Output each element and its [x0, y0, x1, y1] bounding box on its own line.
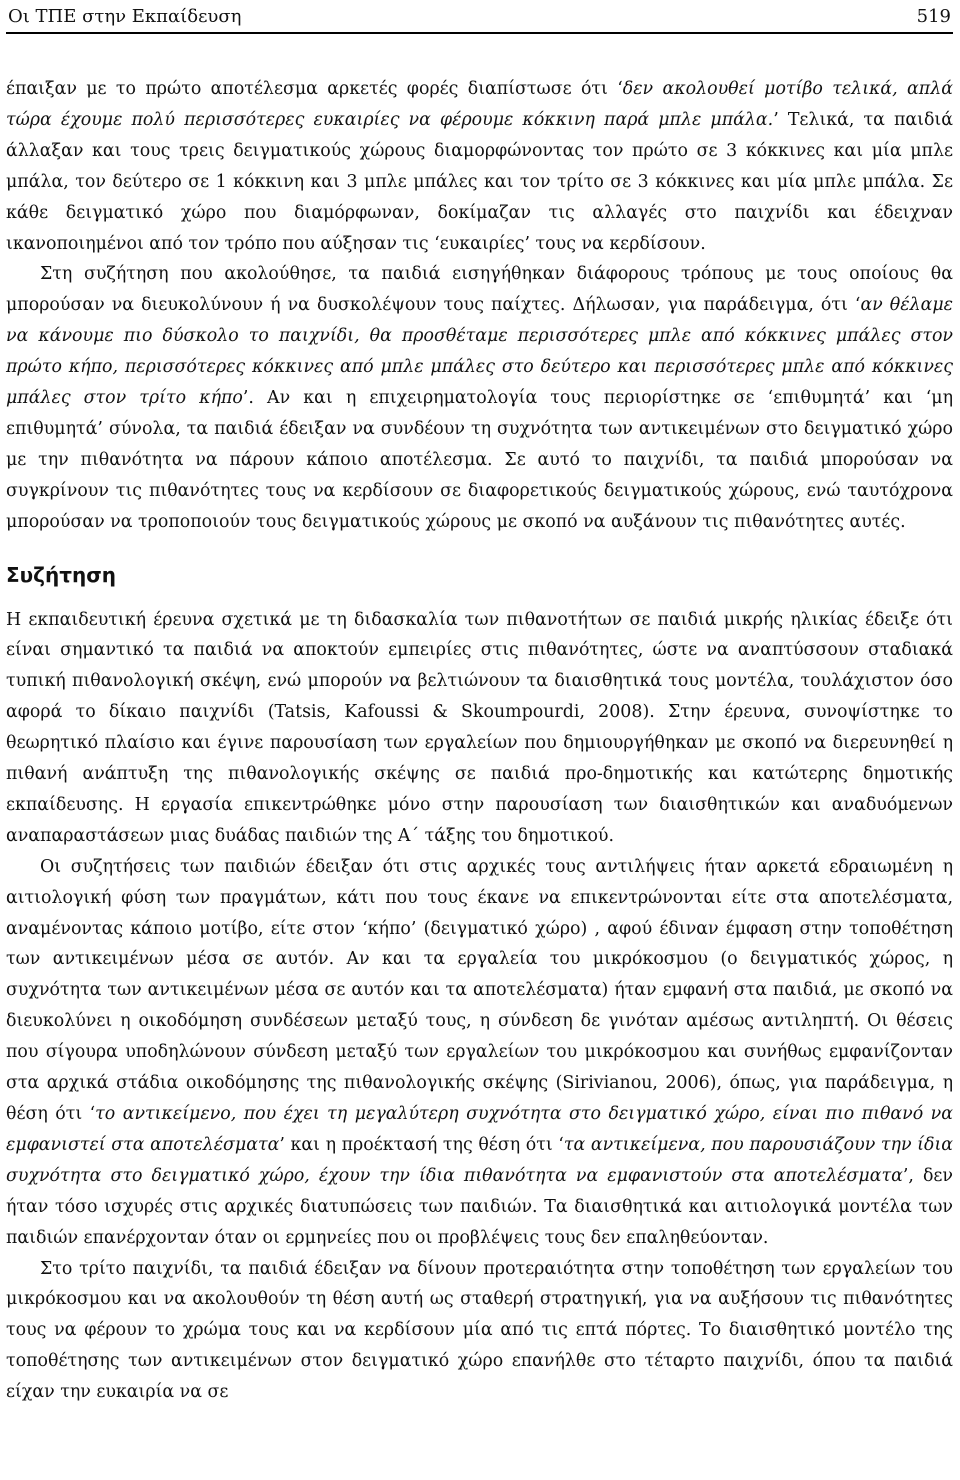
italic-quote: τα αντικείμενα, που παρουσιάζουν την ίδια συχνότητα στο δειγματικό χώρο, έχουν την ίδια πιθανότητα να εμφανιστούν στα αποτελέσματα: [6, 1134, 954, 1186]
text-run: έπαιξαν με το πρώτο αποτέλεσμα αρκετές φορές διαπίστωσε ότι ‘: [6, 79, 623, 99]
paragraph: [6, 74, 953, 259]
page-number: 519: [916, 5, 951, 27]
italic-quote: το αντικείμενο, που έχει τη μεγαλύτερη συχνότητα στο δειγματικό χώρο, είναι πιο πιθανό να εμφανιστεί στα αποτελέσματα: [6, 1104, 954, 1155]
text-run: Στη συζήτηση που ακολούθησε, τα παιδιά εισηγήθηκαν διάφορους τρόπους με τους οποίους θα μπορούσαν να διευκολύνουν ή να δυσκολέψουν τους παίχτες. Δήλωσαν, για παράδειγμα, ότι ‘: [6, 264, 953, 316]
text-run: Οι συζητήσεις των παιδιών έδειξαν ότι στις αρχικές τους αντιλήψεις ήταν αρκετά εδραιωμένη η αιτιολογική φύση των πραγμάτων, κάτι που τους έκανε να επικεντρώνονται είτε στα αποτελέσματα, αναμένοντας κάποιο μοτίβο, είτε στον ‘κήπο’ (δειγματικό χώρο) , αφού έδιναν έμφαση στην τοποθέτηση των αντικειμένων μέσα σε αυτόν. Αν και τα εργαλεία του μικρόκοσμου (ο δειγματικός χώρος, η συχνότητα των αντικειμένων μέσα σε αυτόν και τα αποτελέσματα) ήταν εμφανή στα παιδιά, με σκοπό να διευκολύνει η οικοδόμηση συνδέσεων μεταξύ τους, η σύνδεση δε γινόταν αμέσως αντιληπτή. Οι θέσεις που σίγουρα υποδηλώνουν σύνδεση μεταξύ των εργαλείων του μικρόκοσμου και συνήθως εμφανίζονταν στα αρχικά στάδια οικοδόμησης της πιθανολογικής σκέψης (Sirivianou, 2006), όπως, για παράδειγμα, η θέση ότι ‘: [6, 856, 953, 1124]
italic-quote: αν θέλαμε να κάνουμε πιο δύσκολο το παιχνίδι, θα προσθέταμε περισσότερες μπλε από κόκκινες μπάλες στον πρώτο κήπο, περισσότερες κόκκινες από μπλε μπάλες στο δεύτερο και περισσότερες μπλε από κόκκινες μπάλες στον τρίτο κήπο: [6, 295, 954, 409]
paragraph: Στο τρίτο παιχνίδι, τα παιδιά έδειξαν να δίνουν προτεραιότητα στην τοποθέτηση των εργαλείων του μικρόκοσμου και να ακολουθούν τη θέση αυτή ως σταθερή στρατηγική, για να αυξήσουν τις πιθανότητες τους να φέρουν το χρώμα τους και να κερδίσουν μία από τις επτά πόρτες. Το διαισθητικό μοντέλο της τοποθέτησης των αντικειμένων στον δειγματικό χώρο επανήλθε στο τέταρτο παιχνίδι, όπου τα παιδιά είχαν την ευκαιρία να σε: [6, 1258, 953, 1403]
page-header: [6, 0, 953, 34]
text-run: ’. Αν και η επιχειρηματολογία τους περιορίστηκε σε ‘επιθυμητά’ και ‘μη επιθυμητά’ σύνολα, τα παιδιά έδειξαν να συνδέουν τη συχνότητα των αντικειμένων στο δειγματικό χώρο με την πιθανότητα να πάρουν κάποιο αποτέλεσμα. Σε αυτό το παιχνίδι, τα παιδιά μπορούσαν να συγκρίνουν τις πιθανότητες τους να κερδίσουν σε διαφορετικούς δειγματικούς χώρους, ενώ ταυτόχρονα μπορούσαν να τροποποιούν τους δειγματικούς χώρους με σκοπό να αυξάνουν τις πιθανότητες αυτές.: [6, 388, 953, 532]
text-run: ’ Τελικά, τα παιδιά άλλαξαν και τους τρεις δειγματικούς χώρους διαμορφώνοντας τον πρώτο σε 3 κόκκινες και μία μπλε μπάλα, τον δεύτερο σε 1 κόκκινη και 3 μπλε μπάλες και τον τρίτο σε 3 κόκκινες και μία μπλε μπάλα. Σε κάθε δειγματικό χώρο που διαμόρφωναν, δοκίμαζαν τις αλλαγές στο παιχνίδι και έδειχναν ικανοποιημένοι από τον τρόπο που αύξησαν τις ‘ευκαιρίες’ τους να κερδίσουν.: [6, 109, 953, 254]
paragraph: [6, 259, 953, 537]
text-run: ’ και η προέκτασή της θέση ότι ‘: [279, 1134, 564, 1155]
text-run: ’, δεν ήταν τόσο ισχυρές στις αρχικές διατυπώσεις των παιδιών. Τα διαισθητικά και αιτιολογικά μοντέλα των παιδιών επανέρχονταν όταν οι ερμηνείες που οι προβλέψεις τους δεν επαληθεύονταν.: [6, 1165, 953, 1248]
body-text: [6, 74, 953, 1408]
italic-quote: δεν ακολουθεί μοτίβο τελικά, απλά τώρα έχουμε πολύ περισσότερες ευκαιρίες να φέρουμε κόκκινη παρά μπλε μπάλα.: [6, 79, 953, 130]
paragraph: [6, 852, 953, 1254]
running-title: Οι ΤΠΕ στην Εκπαίδευση: [8, 5, 242, 27]
section-heading: Συζήτηση: [6, 562, 117, 587]
paragraph: Η εκπαιδευτική έρευνα σχετικά με τη διδασκαλία των πιθανοτήτων σε παιδιά μικρής ηλικίας έδειξε ότι είναι σημαντικό τα παιδιά να αποκτούν εμπειρίες στις πιθανότητες, ώστε να αναπτύσσουν σταδιακά τυπική πιθανολογική σκέψη, ενώ μπορούν να βελτιώνουν τα διαισθητικά τους μοντέλα, τουλάχιστον όσο αφορά το δίκαιο παιχνίδι (Tatsis, Kafoussi & Skoumpourdi, 2008). Στην έρευνα, συνοψίστηκε το θεωρητικό πλαίσιο και έγινε παρουσίαση των εργαλείων που δημιουργήθηκαν με σκοπό να διερευνηθεί η πιθανή ανάπτυξη της πιθανολογικής σκέψης σε παιδιά προ-δημοτικής και κατώτερης δημοτικής εκπαίδευσης. Η εργασία επικεντρώθηκε μόνο στην παρουσίαση των διαισθητικών και αναδυόμενων αναπαραστάσεων μιας δυάδας παιδιών της Α΄ τάξης του δημοτικού.: [6, 609, 953, 846]
